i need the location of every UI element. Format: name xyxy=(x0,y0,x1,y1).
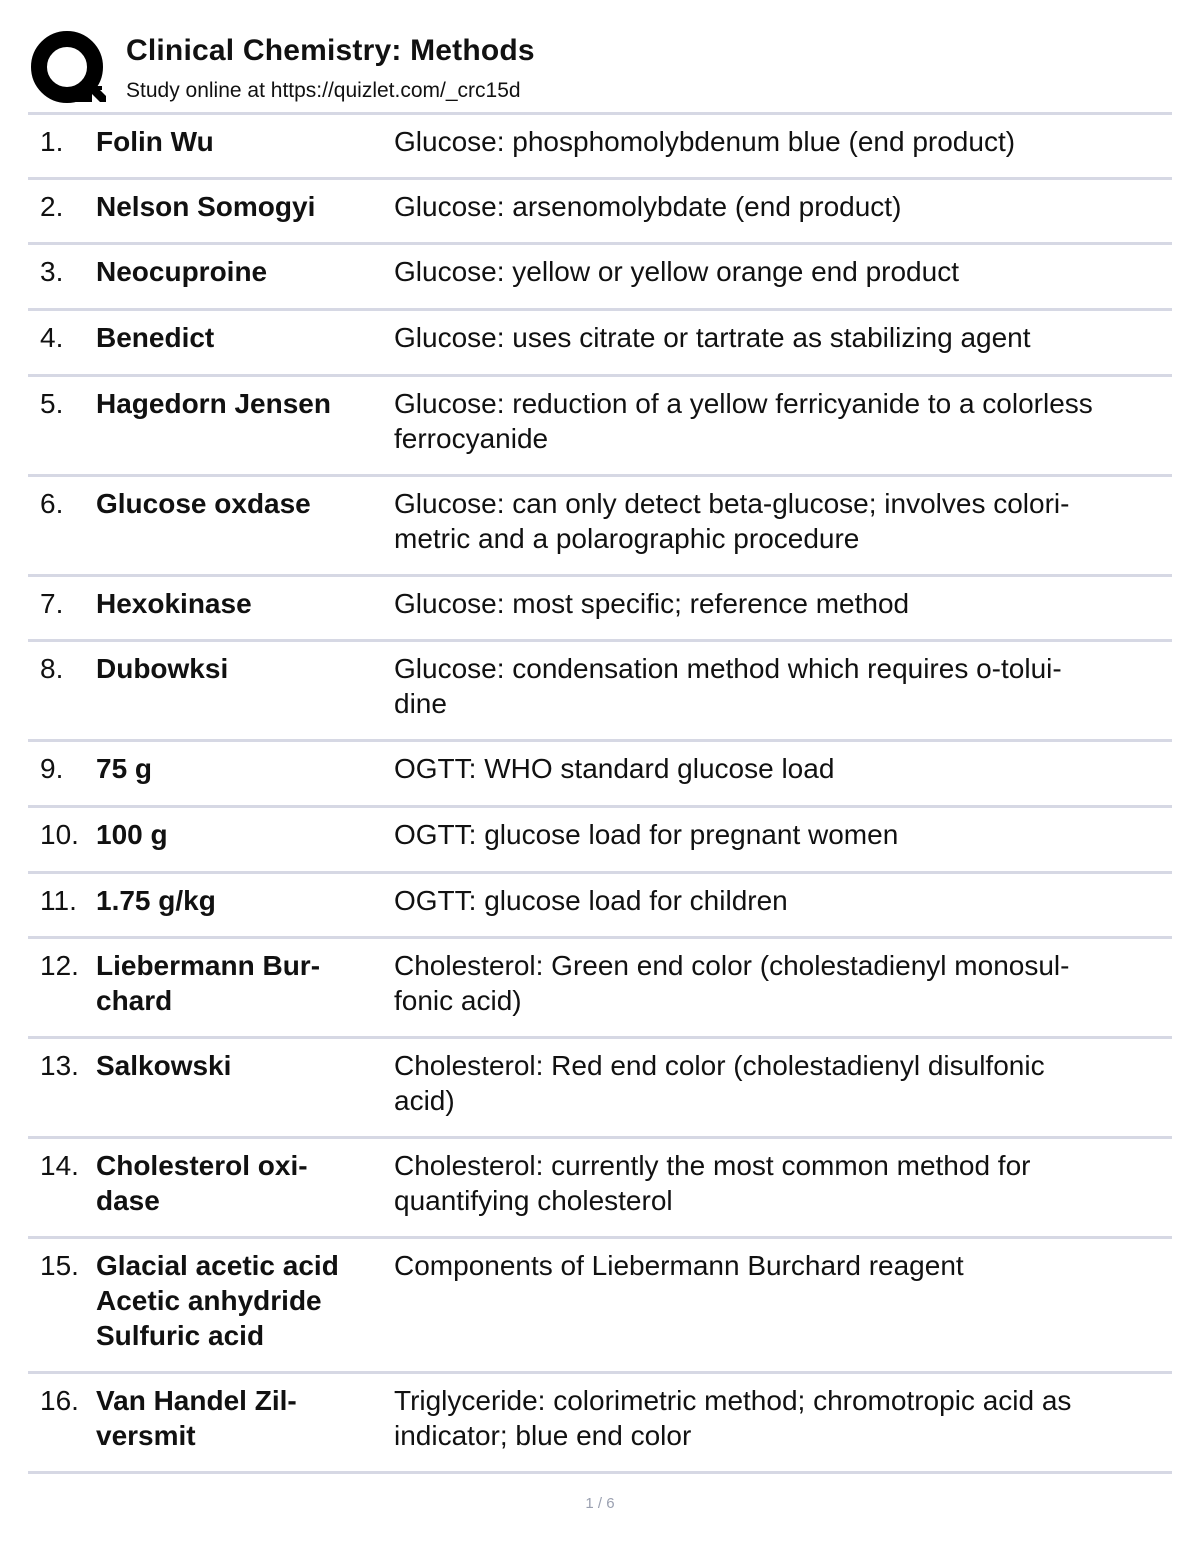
flashcard-row xyxy=(28,642,1172,742)
card-term: Dubowksi xyxy=(96,653,229,684)
card-number: 2. xyxy=(40,191,64,222)
flashcard-list xyxy=(28,115,1172,1474)
flashcard-row xyxy=(28,1239,1172,1374)
card-number: 15. xyxy=(40,1250,79,1281)
card-term: Folin Wu xyxy=(96,126,214,157)
card-number: 5. xyxy=(40,388,64,419)
card-number: 8. xyxy=(40,653,64,684)
card-number: 16. xyxy=(40,1385,79,1416)
card-definition: Cholesterol: currently the most common method for quantifying cholesterol xyxy=(394,1150,1031,1216)
card-term: 75 g xyxy=(96,753,153,784)
study-online-link[interactable]: Study online at https://quizlet.com/_crc15d xyxy=(126,79,521,102)
flashcard-row xyxy=(28,577,1172,642)
card-definition: OGTT: WHO standard glucose load xyxy=(394,753,835,784)
flashcard-row xyxy=(28,311,1172,377)
card-number: 1. xyxy=(40,126,64,157)
page-header xyxy=(28,26,1172,110)
card-definition: Glucose: reduction of a yellow ferricyanide to a colorless ferrocyanide xyxy=(394,388,1093,454)
flashcard-row xyxy=(28,245,1172,311)
card-number: 6. xyxy=(40,488,64,519)
flashcard-row xyxy=(28,1039,1172,1139)
card-term: Neocuproine xyxy=(96,256,268,287)
flashcard-row xyxy=(28,377,1172,477)
card-definition: Components of Liebermann Burchard reagent xyxy=(394,1250,964,1281)
card-term: Cholesterol oxi- dase xyxy=(96,1150,308,1216)
card-term: Benedict xyxy=(96,322,215,353)
page-number: 1 / 6 xyxy=(585,1495,615,1512)
card-number: 10. xyxy=(40,819,79,850)
flashcard-row xyxy=(28,874,1172,939)
card-number: 14. xyxy=(40,1150,79,1181)
card-definition: Glucose: uses citrate or tartrate as stabilizing agent xyxy=(394,322,1031,353)
card-number: 11. xyxy=(40,885,77,916)
flashcard-row xyxy=(28,1139,1172,1239)
card-definition: Glucose: can only detect beta-glucose; involves colori- metric and a polarographic procedure xyxy=(394,488,1070,554)
card-number: 4. xyxy=(40,322,64,353)
flashcard-row xyxy=(28,939,1172,1039)
card-term: Liebermann Bur- chard xyxy=(96,950,321,1016)
card-term: 1.75 g/kg xyxy=(96,885,216,916)
card-number: 3. xyxy=(40,256,64,287)
flashcard-row xyxy=(28,808,1172,874)
card-definition: Cholesterol: Green end color (cholestadienyl monosul- fonic acid) xyxy=(394,950,1070,1016)
flashcard-row xyxy=(28,180,1172,245)
card-term: Hexokinase xyxy=(96,588,252,619)
card-term: Glacial acetic acid Acetic anhydride Sulfuric acid xyxy=(96,1250,339,1351)
flashcard-row xyxy=(28,742,1172,808)
card-definition: Glucose: phosphomolybdenum blue (end product) xyxy=(394,126,1016,157)
card-number: 7. xyxy=(40,588,64,619)
card-term: 100 g xyxy=(96,819,168,850)
card-number: 13. xyxy=(40,1050,79,1081)
card-term: Salkowski xyxy=(96,1050,232,1081)
card-definition: OGTT: glucose load for children xyxy=(394,885,788,916)
card-definition: Triglyceride: colorimetric method; chromotropic acid as indicator; blue end color xyxy=(394,1385,1072,1451)
card-number: 9. xyxy=(40,753,64,784)
card-term: Van Handel Zil- versmit xyxy=(96,1385,297,1451)
card-number: 12. xyxy=(40,950,79,981)
flashcard-row xyxy=(28,477,1172,577)
card-definition: Glucose: most specific; reference method xyxy=(394,588,910,619)
quizlet-logo-icon xyxy=(30,30,108,108)
card-definition: Glucose: arsenomolybdate (end product) xyxy=(394,191,902,222)
page-title: Clinical Chemistry: Methods xyxy=(126,34,535,67)
card-term: Hagedorn Jensen xyxy=(96,388,331,419)
card-definition: Cholesterol: Red end color (cholestadienyl disulfonic acid) xyxy=(394,1050,1045,1116)
card-term: Nelson Somogyi xyxy=(96,191,316,222)
card-term: Glucose oxdase xyxy=(96,488,311,519)
card-definition: OGTT: glucose load for pregnant women xyxy=(394,819,899,850)
flashcard-row xyxy=(28,1374,1172,1474)
card-definition: Glucose: yellow or yellow orange end product xyxy=(394,256,959,287)
flashcard-row xyxy=(28,115,1172,180)
card-definition: Glucose: condensation method which requires o-tolui- dine xyxy=(394,653,1062,719)
